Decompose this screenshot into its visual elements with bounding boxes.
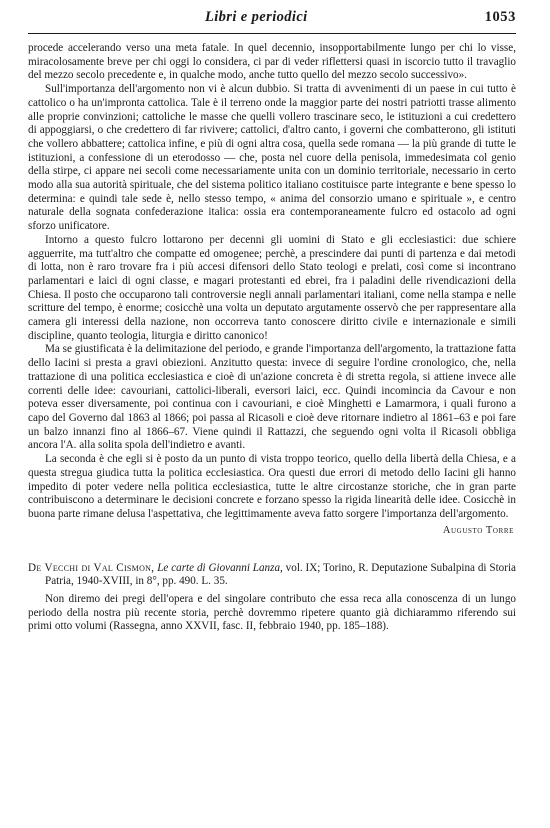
paragraph: Sull'importanza dell'argomento non vi è alcun dubbio. Si tratta di avvenimenti di un paese in cui tutto è cattolico o ha un'impronta cattolica. Tale è il terreno onde la maggior parte dei nostri patriotti trasse alimento alle proprie convinzioni; cattoliche le masse che quelli vollero trascinare seco, le istituzioni a cui credettero di appoggiarsi, o che credettero di far rivivere; cattolici, d'altro canto, i governi che combatterono, gli istituti che vollero abbattere; cattolica infine, e più di ogni altra cosa, quella sede romana — la più grande di tutte le istituzioni, a confessione di un eterodosso — che, posta nel cuore della penisola, immedesimata col genio della stirpe, ci appare nei secoli come necessariamente unita con un dominio territoriale, necessario in certo modo alla sua autorità spirituale, che del sistema politico italiano costituisce parte integrante e bene spesso lo determina: e quindi tale sede è, nello stesso tempo, « anima del consorzio umano e spirituale », e centro naturale della sognata confederazione italica: ossia era contemporaneamente fulcro ed ostacolo ad ogni sforzo unificatore.: [28, 83, 516, 233]
review-author: De Vecchi di Val Cismon,: [28, 561, 155, 574]
paragraph: Ma se giustificata è la delimitazione del periodo, e grande l'importanza dell'argomento, la trattazione fatta dello Iacini si presta a gravi obiezioni. Anzitutto questa: invece di seguire l'ordine cronologico, che, nella trattazione di una politica ecclesiastica e cioè di un'azione concreta è di stretta regola, si attiene invece alle correnti delle idee: cavouriani, cattolici-liberali, eversori laici, ecc. Quindi incomincia da Cavour e non poteva esser diversamente, poi continua con i cavouriani, e cioè Minghetti e Lamarmora, i quali furono a capo del Governo dal 1863 al 1866; poi passa al Ricasoli e cioè deve ritornare indietro al 1861–63 e poi fare un balzo innanzi fino al 1866–67. Viene quindi il Rattazzi, che seguendo ogni volta il Ricasoli obbliga ancora l'A. alla solita spola dell'indietro e avanti.: [28, 343, 516, 452]
running-title: Libri e periodici: [204, 9, 308, 25]
reviewer-signature: Augusto Torre: [442, 524, 514, 536]
review-heading: [28, 562, 516, 589]
page-number: 1053: [484, 9, 516, 25]
paragraph: La seconda è che egli si è posto da un punto di vista troppo teorico, quello della libertà della Chiesa, e a questa stregua giudica tutta la politica ecclesiastica. Ora questi due errori di metodo dello Iacini gli hanno impedito di poter vedere nella politica ecclesiastica, tutte le altre circostanze storiche, che in gran parte contribuiscono a determinare le decisioni concrete e forzano spesso la rigida linearità delle idee. Cosicchè in buona parte rimane delusa l'aspettativa, che legittimamente aveva fatto sorgere l'importanza dell'argomento.: [28, 453, 516, 520]
review-citation: vol. IX; Torino, R. Deputazione Subalpina di Storia Patria, 1940-XVIII, in 8°, pp. 490. L. 35.: [45, 561, 516, 588]
review-book-title: Le carte di Giovanni Lanza,: [157, 561, 283, 574]
review-body: Non diremo dei pregi dell'opera e del singolare contributo che essa reca alla conoscenza di un lungo periodo della nostra più recente storia, perchè dovremmo ripetere quanto già dichiarammo riferendo sui primi otto volumi (Rassegna, anno XXVII, fasc. II, febbraio 1940, pp. 185–188).: [28, 593, 516, 633]
paragraph: procede accelerando verso una meta fatale. In quel decennio, insopportabilmente lungo per chi lo visse, miracolosamente breve per chi oggi lo considera, ci par di veder riflettersi quasi in iscorcio tutto il travaglio del mezzo secolo precedente e, in qualche modo, anche tutto quello del mezzo secolo successivo».: [28, 42, 516, 82]
running-head: [28, 0, 516, 34]
review-text: [28, 42, 516, 536]
paragraph: Intorno a questo fulcro lottarono per decenni gli uomini di Stato e gli ecclesiastici: due schiere agguerrite, ma tutt'altro che compatte ed omogenee; perchè, a prescindere dai punti di partenza e dai metodi di lotta, non è raro trovare fra i più accesi difensori dello Stato teologi e prelati, così come si incontrano parlamentari e laici di ogni classe, e magari protestanti ed ebrei, fra i paladini delle rivendicazioni della Chiesa. Il posto che occuparono tali controversie negli annali parlamentari italiani, come nella stampa e nelle scritture del tempo, è enorme; cosicchè una volta un deputato argutamente osservò che per rappresentare alla camera gli interessi della nazione, non occorreva tanto conoscere diritto civile e internazionale e simili discipline, quanto teologia, liturgia e diritto canonico!: [28, 233, 516, 342]
